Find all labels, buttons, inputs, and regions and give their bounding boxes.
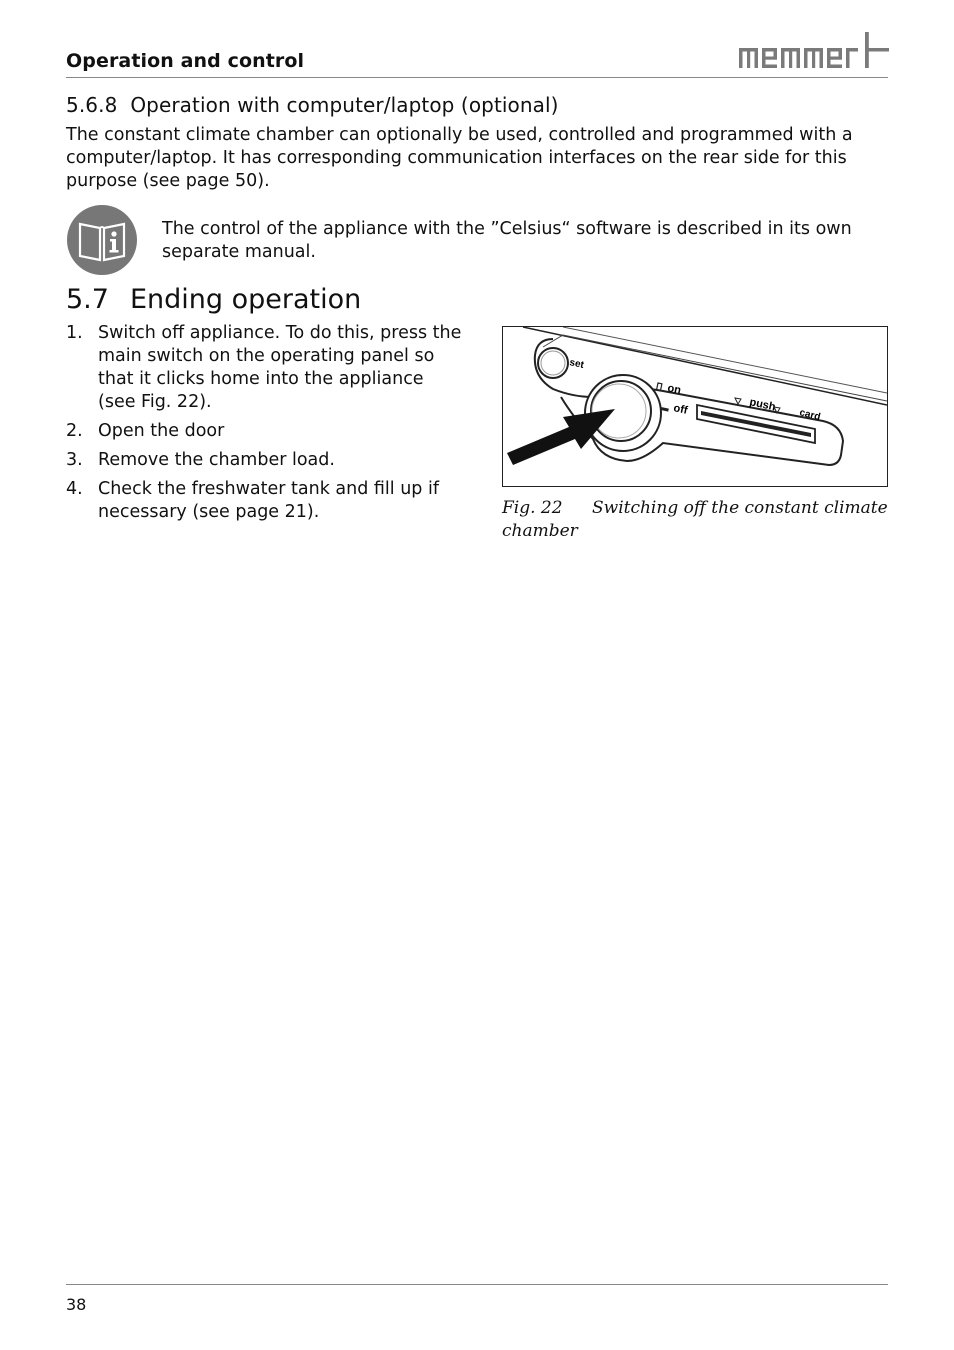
footer-rule	[66, 1284, 888, 1285]
list-item	[66, 420, 466, 443]
step-number: 4.	[66, 479, 83, 499]
header-rule	[66, 77, 888, 78]
figure-caption	[502, 497, 892, 543]
page-number: 38	[66, 1295, 87, 1314]
step-text: Remove the chamber load.	[98, 450, 335, 470]
figure-caption-text: Switching off the constant climate chamber	[502, 498, 888, 541]
list-item	[66, 322, 466, 414]
step-text: Check the freshwater tank and fill up if necessary (see page 21).	[98, 479, 440, 522]
list-item	[66, 478, 466, 524]
section-title: Ending operation	[130, 284, 362, 315]
step-number: 1.	[66, 323, 83, 343]
subsection-heading	[66, 93, 559, 117]
step-number: 3.	[66, 450, 83, 470]
operating-panel-illustration	[503, 327, 887, 486]
subsection-title: Operation with computer/laptop (optional)	[130, 93, 559, 117]
subsection-number: 5.6.8	[66, 93, 118, 117]
section-number: 5.7	[66, 284, 109, 315]
celsius-note: The control of the appliance with the ”Celsius“ software is described in its own separate manual.	[162, 219, 852, 262]
on-label: on	[666, 382, 683, 397]
steps-list	[66, 322, 466, 530]
card-label: card	[798, 407, 822, 424]
off-label: off	[672, 402, 689, 417]
set-label: set	[568, 357, 585, 371]
section-heading	[66, 284, 361, 315]
header-title: Operation and control	[66, 50, 305, 72]
subsection-body: The constant climate chamber can optionally be used, controlled and programmed with a computer/laptop. It has corresponding communication interfaces on the rear side for this purpose (see page 50).	[66, 125, 853, 191]
memmert-logo	[738, 30, 890, 72]
list-item	[66, 449, 466, 472]
step-text: Switch off appliance. To do this, press the main switch on the operating panel so that it clicks home into the appliance (see Fig. 22).	[98, 323, 462, 412]
figure-panel	[502, 326, 888, 487]
figure-label: Fig. 22	[502, 498, 563, 518]
info-book-icon	[66, 204, 138, 276]
push-label: push	[748, 396, 777, 414]
step-number: 2.	[66, 421, 83, 441]
step-text: Open the door	[98, 421, 225, 441]
